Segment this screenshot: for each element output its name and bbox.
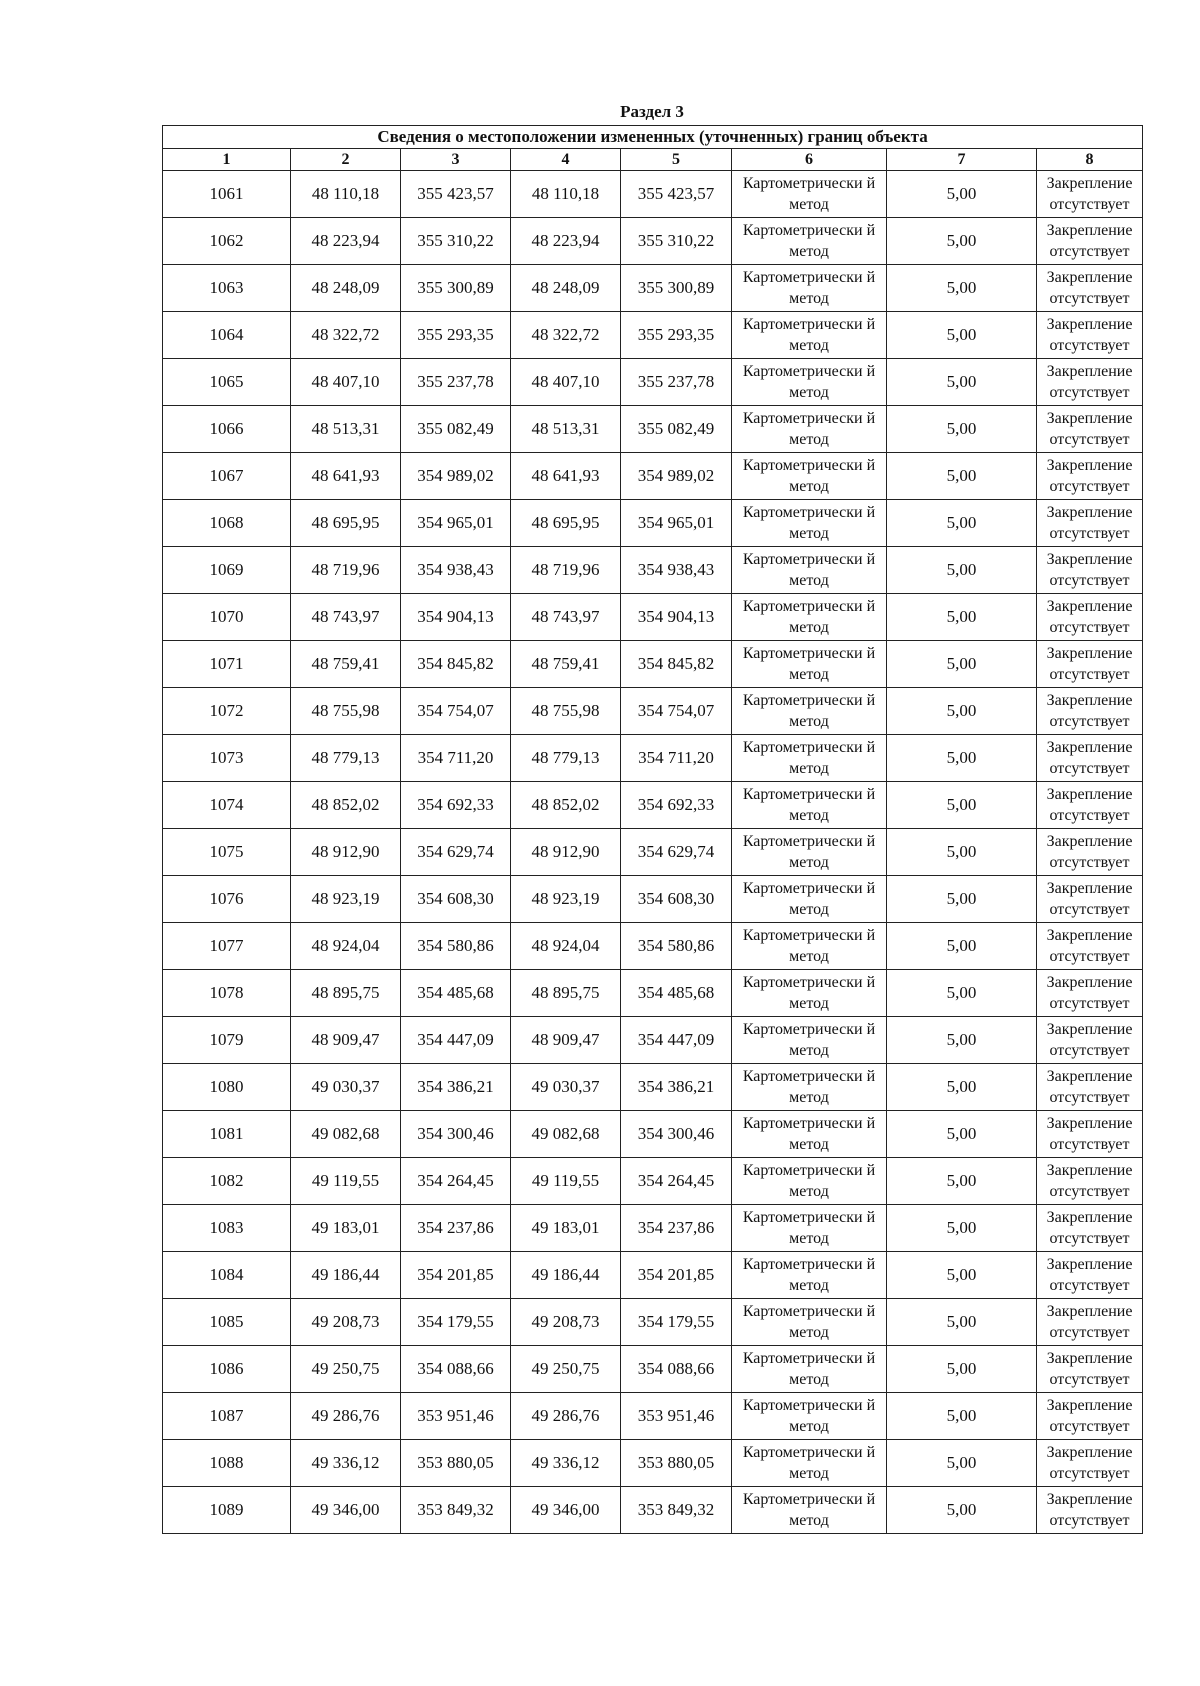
cell-method: Картометрически й метод [732, 970, 887, 1017]
cell-fixation: Закрепление отсутствует [1037, 782, 1143, 829]
cell-y-existing: 354 692,33 [401, 782, 511, 829]
cell-y-existing: 355 293,35 [401, 312, 511, 359]
table-row [163, 453, 1143, 500]
cell-x-new: 48 223,94 [511, 218, 621, 265]
cell-y-new: 353 849,32 [621, 1487, 732, 1534]
cell-x-existing: 48 912,90 [291, 829, 401, 876]
cell-y-existing: 355 310,22 [401, 218, 511, 265]
table-row [163, 1017, 1143, 1064]
cell-y-new: 355 310,22 [621, 218, 732, 265]
cell-method: Картометрически й метод [732, 829, 887, 876]
cell-accuracy: 5,00 [887, 1299, 1037, 1346]
cell-method: Картометрически й метод [732, 782, 887, 829]
cell-y-existing: 354 608,30 [401, 876, 511, 923]
cell-fixation: Закрепление отсутствует [1037, 1064, 1143, 1111]
cell-y-new: 354 904,13 [621, 594, 732, 641]
cell-x-new: 48 513,31 [511, 406, 621, 453]
cell-y-new: 355 300,89 [621, 265, 732, 312]
column-header-2: 2 [291, 149, 401, 171]
cell-x-existing: 48 695,95 [291, 500, 401, 547]
cell-fixation: Закрепление отсутствует [1037, 1158, 1143, 1205]
cell-accuracy: 5,00 [887, 1393, 1037, 1440]
cell-y-new: 355 423,57 [621, 171, 732, 218]
cell-x-existing: 48 895,75 [291, 970, 401, 1017]
cell-fixation: Закрепление отсутствует [1037, 876, 1143, 923]
cell-point-number: 1077 [163, 923, 291, 970]
cell-point-number: 1069 [163, 547, 291, 594]
cell-y-existing: 355 237,78 [401, 359, 511, 406]
cell-y-existing: 353 951,46 [401, 1393, 511, 1440]
cell-point-number: 1074 [163, 782, 291, 829]
cell-y-existing: 354 386,21 [401, 1064, 511, 1111]
table-row [163, 782, 1143, 829]
cell-accuracy: 5,00 [887, 1017, 1037, 1064]
cell-fixation: Закрепление отсутствует [1037, 1299, 1143, 1346]
cell-x-new: 48 743,97 [511, 594, 621, 641]
cell-x-existing: 49 186,44 [291, 1252, 401, 1299]
table-row [163, 312, 1143, 359]
cell-x-existing: 49 183,01 [291, 1205, 401, 1252]
cell-y-existing: 354 711,20 [401, 735, 511, 782]
cell-method: Картометрически й метод [732, 359, 887, 406]
table-row [163, 547, 1143, 594]
cell-y-new: 355 293,35 [621, 312, 732, 359]
table-row [163, 1252, 1143, 1299]
column-header-3: 3 [401, 149, 511, 171]
table-row [163, 876, 1143, 923]
cell-fixation: Закрепление отсутствует [1037, 1393, 1143, 1440]
table-row [163, 688, 1143, 735]
cell-x-new: 48 322,72 [511, 312, 621, 359]
cell-y-new: 354 179,55 [621, 1299, 732, 1346]
cell-point-number: 1062 [163, 218, 291, 265]
cell-point-number: 1078 [163, 970, 291, 1017]
cell-method: Картометрически й метод [732, 1346, 887, 1393]
cell-method: Картометрически й метод [732, 1064, 887, 1111]
cell-method: Картометрически й метод [732, 1205, 887, 1252]
cell-point-number: 1067 [163, 453, 291, 500]
table-row [163, 923, 1143, 970]
cell-accuracy: 5,00 [887, 970, 1037, 1017]
cell-fixation: Закрепление отсутствует [1037, 453, 1143, 500]
cell-point-number: 1089 [163, 1487, 291, 1534]
cell-accuracy: 5,00 [887, 547, 1037, 594]
cell-x-new: 49 186,44 [511, 1252, 621, 1299]
cell-y-new: 354 300,46 [621, 1111, 732, 1158]
cell-y-new: 354 237,86 [621, 1205, 732, 1252]
cell-y-new: 354 386,21 [621, 1064, 732, 1111]
cell-method: Картометрически й метод [732, 735, 887, 782]
table-row [163, 1346, 1143, 1393]
cell-method: Картометрически й метод [732, 547, 887, 594]
cell-fixation: Закрепление отсутствует [1037, 1205, 1143, 1252]
table-row [163, 265, 1143, 312]
cell-fixation: Закрепление отсутствует [1037, 829, 1143, 876]
table-row [163, 1111, 1143, 1158]
cell-accuracy: 5,00 [887, 1252, 1037, 1299]
cell-x-new: 48 407,10 [511, 359, 621, 406]
cell-accuracy: 5,00 [887, 641, 1037, 688]
cell-point-number: 1066 [163, 406, 291, 453]
cell-x-existing: 48 407,10 [291, 359, 401, 406]
table-row [163, 594, 1143, 641]
cell-x-existing: 48 223,94 [291, 218, 401, 265]
cell-x-new: 48 852,02 [511, 782, 621, 829]
column-header-5: 5 [621, 149, 732, 171]
cell-point-number: 1071 [163, 641, 291, 688]
cell-y-existing: 354 845,82 [401, 641, 511, 688]
cell-point-number: 1085 [163, 1299, 291, 1346]
cell-x-new: 48 912,90 [511, 829, 621, 876]
cell-x-existing: 48 923,19 [291, 876, 401, 923]
cell-fixation: Закрепление отсутствует [1037, 1487, 1143, 1534]
table-row [163, 1064, 1143, 1111]
cell-x-new: 48 695,95 [511, 500, 621, 547]
cell-accuracy: 5,00 [887, 218, 1037, 265]
cell-x-new: 48 923,19 [511, 876, 621, 923]
cell-method: Картометрически й метод [732, 265, 887, 312]
cell-accuracy: 5,00 [887, 1064, 1037, 1111]
cell-fixation: Закрепление отсутствует [1037, 1346, 1143, 1393]
cell-y-new: 355 237,78 [621, 359, 732, 406]
cell-x-existing: 49 346,00 [291, 1487, 401, 1534]
cell-point-number: 1084 [163, 1252, 291, 1299]
cell-y-new: 354 989,02 [621, 453, 732, 500]
cell-y-existing: 354 904,13 [401, 594, 511, 641]
cell-method: Картометрически й метод [732, 923, 887, 970]
cell-y-new: 354 711,20 [621, 735, 732, 782]
cell-x-new: 48 895,75 [511, 970, 621, 1017]
table-row [163, 171, 1143, 218]
table-row [163, 1205, 1143, 1252]
cell-point-number: 1086 [163, 1346, 291, 1393]
cell-x-existing: 48 110,18 [291, 171, 401, 218]
cell-point-number: 1061 [163, 171, 291, 218]
cell-method: Картометрически й метод [732, 641, 887, 688]
table-row [163, 218, 1143, 265]
cell-point-number: 1068 [163, 500, 291, 547]
cell-x-existing: 48 924,04 [291, 923, 401, 970]
cell-x-new: 48 755,98 [511, 688, 621, 735]
cell-accuracy: 5,00 [887, 1111, 1037, 1158]
cell-method: Картометрически й метод [732, 218, 887, 265]
table-row [163, 1487, 1143, 1534]
cell-fixation: Закрепление отсутствует [1037, 218, 1143, 265]
cell-fixation: Закрепление отсутствует [1037, 171, 1143, 218]
cell-y-new: 354 608,30 [621, 876, 732, 923]
cell-y-existing: 354 300,46 [401, 1111, 511, 1158]
cell-y-existing: 354 629,74 [401, 829, 511, 876]
cell-y-new: 354 692,33 [621, 782, 732, 829]
cell-method: Картометрически й метод [732, 688, 887, 735]
cell-y-existing: 355 082,49 [401, 406, 511, 453]
cell-accuracy: 5,00 [887, 688, 1037, 735]
table-row [163, 1393, 1143, 1440]
cell-x-existing: 48 852,02 [291, 782, 401, 829]
cell-method: Картометрически й метод [732, 1111, 887, 1158]
table-body [163, 171, 1143, 1534]
cell-accuracy: 5,00 [887, 594, 1037, 641]
cell-fixation: Закрепление отсутствует [1037, 406, 1143, 453]
cell-point-number: 1088 [163, 1440, 291, 1487]
column-header-row [163, 149, 1143, 171]
cell-y-existing: 354 179,55 [401, 1299, 511, 1346]
cell-point-number: 1075 [163, 829, 291, 876]
cell-method: Картометрически й метод [732, 453, 887, 500]
cell-accuracy: 5,00 [887, 782, 1037, 829]
cell-y-existing: 354 237,86 [401, 1205, 511, 1252]
column-header-4: 4 [511, 149, 621, 171]
cell-accuracy: 5,00 [887, 265, 1037, 312]
cell-fixation: Закрепление отсутствует [1037, 359, 1143, 406]
cell-fixation: Закрепление отсутствует [1037, 500, 1143, 547]
cell-x-existing: 49 082,68 [291, 1111, 401, 1158]
cell-x-existing: 49 250,75 [291, 1346, 401, 1393]
cell-method: Картометрически й метод [732, 1017, 887, 1064]
cell-method: Картометрически й метод [732, 594, 887, 641]
cell-x-new: 49 286,76 [511, 1393, 621, 1440]
cell-accuracy: 5,00 [887, 1158, 1037, 1205]
cell-fixation: Закрепление отсутствует [1037, 1017, 1143, 1064]
cell-x-new: 48 641,93 [511, 453, 621, 500]
cell-x-existing: 49 336,12 [291, 1440, 401, 1487]
cell-accuracy: 5,00 [887, 923, 1037, 970]
cell-y-existing: 353 849,32 [401, 1487, 511, 1534]
cell-fixation: Закрепление отсутствует [1037, 265, 1143, 312]
cell-x-new: 48 909,47 [511, 1017, 621, 1064]
table-row [163, 406, 1143, 453]
cell-accuracy: 5,00 [887, 453, 1037, 500]
cell-fixation: Закрепление отсутствует [1037, 735, 1143, 782]
cell-fixation: Закрепление отсутствует [1037, 970, 1143, 1017]
boundary-table [162, 125, 1143, 1534]
cell-x-new: 48 719,96 [511, 547, 621, 594]
cell-x-existing: 48 909,47 [291, 1017, 401, 1064]
cell-x-existing: 48 759,41 [291, 641, 401, 688]
cell-x-existing: 48 513,31 [291, 406, 401, 453]
cell-y-new: 353 951,46 [621, 1393, 732, 1440]
cell-point-number: 1063 [163, 265, 291, 312]
cell-x-existing: 48 248,09 [291, 265, 401, 312]
cell-method: Картометрически й метод [732, 1299, 887, 1346]
column-header-1: 1 [163, 149, 291, 171]
cell-fixation: Закрепление отсутствует [1037, 923, 1143, 970]
cell-x-new: 49 082,68 [511, 1111, 621, 1158]
cell-x-new: 49 346,00 [511, 1487, 621, 1534]
cell-x-existing: 49 208,73 [291, 1299, 401, 1346]
cell-x-new: 49 183,01 [511, 1205, 621, 1252]
cell-y-existing: 354 754,07 [401, 688, 511, 735]
cell-x-new: 48 248,09 [511, 265, 621, 312]
cell-point-number: 1064 [163, 312, 291, 359]
cell-x-existing: 48 755,98 [291, 688, 401, 735]
table-row [163, 735, 1143, 782]
cell-point-number: 1087 [163, 1393, 291, 1440]
cell-point-number: 1072 [163, 688, 291, 735]
cell-y-existing: 354 088,66 [401, 1346, 511, 1393]
cell-point-number: 1079 [163, 1017, 291, 1064]
cell-x-existing: 49 119,55 [291, 1158, 401, 1205]
cell-accuracy: 5,00 [887, 735, 1037, 782]
table-caption: Сведения о местоположении измененных (уточненных) границ объекта [163, 126, 1143, 149]
cell-y-existing: 355 423,57 [401, 171, 511, 218]
cell-x-new: 48 779,13 [511, 735, 621, 782]
cell-y-new: 354 088,66 [621, 1346, 732, 1393]
table-row [163, 1299, 1143, 1346]
cell-method: Картометрически й метод [732, 312, 887, 359]
table-row [163, 1158, 1143, 1205]
cell-accuracy: 5,00 [887, 876, 1037, 923]
cell-fixation: Закрепление отсутствует [1037, 688, 1143, 735]
cell-fixation: Закрепление отсутствует [1037, 641, 1143, 688]
cell-accuracy: 5,00 [887, 1205, 1037, 1252]
cell-method: Картометрически й метод [732, 1440, 887, 1487]
cell-accuracy: 5,00 [887, 312, 1037, 359]
cell-point-number: 1080 [163, 1064, 291, 1111]
cell-method: Картометрически й метод [732, 1393, 887, 1440]
cell-accuracy: 5,00 [887, 829, 1037, 876]
column-header-8: 8 [1037, 149, 1143, 171]
cell-y-new: 354 938,43 [621, 547, 732, 594]
cell-y-existing: 354 938,43 [401, 547, 511, 594]
cell-x-existing: 48 322,72 [291, 312, 401, 359]
cell-y-existing: 354 989,02 [401, 453, 511, 500]
cell-x-existing: 48 719,96 [291, 547, 401, 594]
cell-y-existing: 355 300,89 [401, 265, 511, 312]
table-row [163, 1440, 1143, 1487]
cell-fixation: Закрепление отсутствует [1037, 1111, 1143, 1158]
cell-method: Картометрически й метод [732, 171, 887, 218]
cell-x-new: 49 336,12 [511, 1440, 621, 1487]
cell-accuracy: 5,00 [887, 406, 1037, 453]
column-header-6: 6 [732, 149, 887, 171]
cell-y-existing: 353 880,05 [401, 1440, 511, 1487]
cell-point-number: 1070 [163, 594, 291, 641]
cell-point-number: 1082 [163, 1158, 291, 1205]
cell-method: Картометрически й метод [732, 1158, 887, 1205]
cell-fixation: Закрепление отсутствует [1037, 1252, 1143, 1299]
cell-point-number: 1073 [163, 735, 291, 782]
table-caption-row [163, 126, 1143, 149]
cell-accuracy: 5,00 [887, 359, 1037, 406]
table-row [163, 359, 1143, 406]
cell-y-new: 355 082,49 [621, 406, 732, 453]
cell-y-new: 354 485,68 [621, 970, 732, 1017]
cell-y-new: 354 754,07 [621, 688, 732, 735]
cell-fixation: Закрепление отсутствует [1037, 594, 1143, 641]
cell-point-number: 1076 [163, 876, 291, 923]
cell-y-existing: 354 264,45 [401, 1158, 511, 1205]
cell-point-number: 1083 [163, 1205, 291, 1252]
cell-fixation: Закрепление отсутствует [1037, 1440, 1143, 1487]
cell-point-number: 1065 [163, 359, 291, 406]
cell-y-new: 354 580,86 [621, 923, 732, 970]
cell-fixation: Закрепление отсутствует [1037, 312, 1143, 359]
table-row [163, 970, 1143, 1017]
cell-x-new: 49 030,37 [511, 1064, 621, 1111]
cell-x-existing: 48 641,93 [291, 453, 401, 500]
cell-x-existing: 48 743,97 [291, 594, 401, 641]
cell-accuracy: 5,00 [887, 500, 1037, 547]
column-header-7: 7 [887, 149, 1037, 171]
cell-x-new: 48 924,04 [511, 923, 621, 970]
table-row [163, 641, 1143, 688]
cell-accuracy: 5,00 [887, 1487, 1037, 1534]
cell-y-existing: 354 447,09 [401, 1017, 511, 1064]
cell-y-existing: 354 485,68 [401, 970, 511, 1017]
cell-x-new: 49 119,55 [511, 1158, 621, 1205]
cell-x-existing: 48 779,13 [291, 735, 401, 782]
table-row [163, 829, 1143, 876]
cell-y-new: 354 447,09 [621, 1017, 732, 1064]
cell-method: Картометрически й метод [732, 876, 887, 923]
cell-y-new: 354 629,74 [621, 829, 732, 876]
cell-x-new: 49 250,75 [511, 1346, 621, 1393]
cell-method: Картометрически й метод [732, 406, 887, 453]
cell-y-new: 353 880,05 [621, 1440, 732, 1487]
cell-fixation: Закрепление отсутствует [1037, 547, 1143, 594]
table-row [163, 500, 1143, 547]
cell-y-existing: 354 965,01 [401, 500, 511, 547]
cell-point-number: 1081 [163, 1111, 291, 1158]
cell-x-new: 48 759,41 [511, 641, 621, 688]
cell-x-existing: 49 286,76 [291, 1393, 401, 1440]
cell-x-existing: 49 030,37 [291, 1064, 401, 1111]
cell-x-new: 49 208,73 [511, 1299, 621, 1346]
cell-method: Картометрически й метод [732, 1252, 887, 1299]
cell-accuracy: 5,00 [887, 1440, 1037, 1487]
cell-y-new: 354 965,01 [621, 500, 732, 547]
cell-y-existing: 354 580,86 [401, 923, 511, 970]
cell-x-new: 48 110,18 [511, 171, 621, 218]
cell-y-new: 354 264,45 [621, 1158, 732, 1205]
cell-method: Картометрически й метод [732, 1487, 887, 1534]
cell-y-new: 354 201,85 [621, 1252, 732, 1299]
cell-y-existing: 354 201,85 [401, 1252, 511, 1299]
cell-y-new: 354 845,82 [621, 641, 732, 688]
cell-accuracy: 5,00 [887, 1346, 1037, 1393]
cell-accuracy: 5,00 [887, 171, 1037, 218]
section-title: Раздел 3 [620, 102, 684, 121]
cell-method: Картометрически й метод [732, 500, 887, 547]
